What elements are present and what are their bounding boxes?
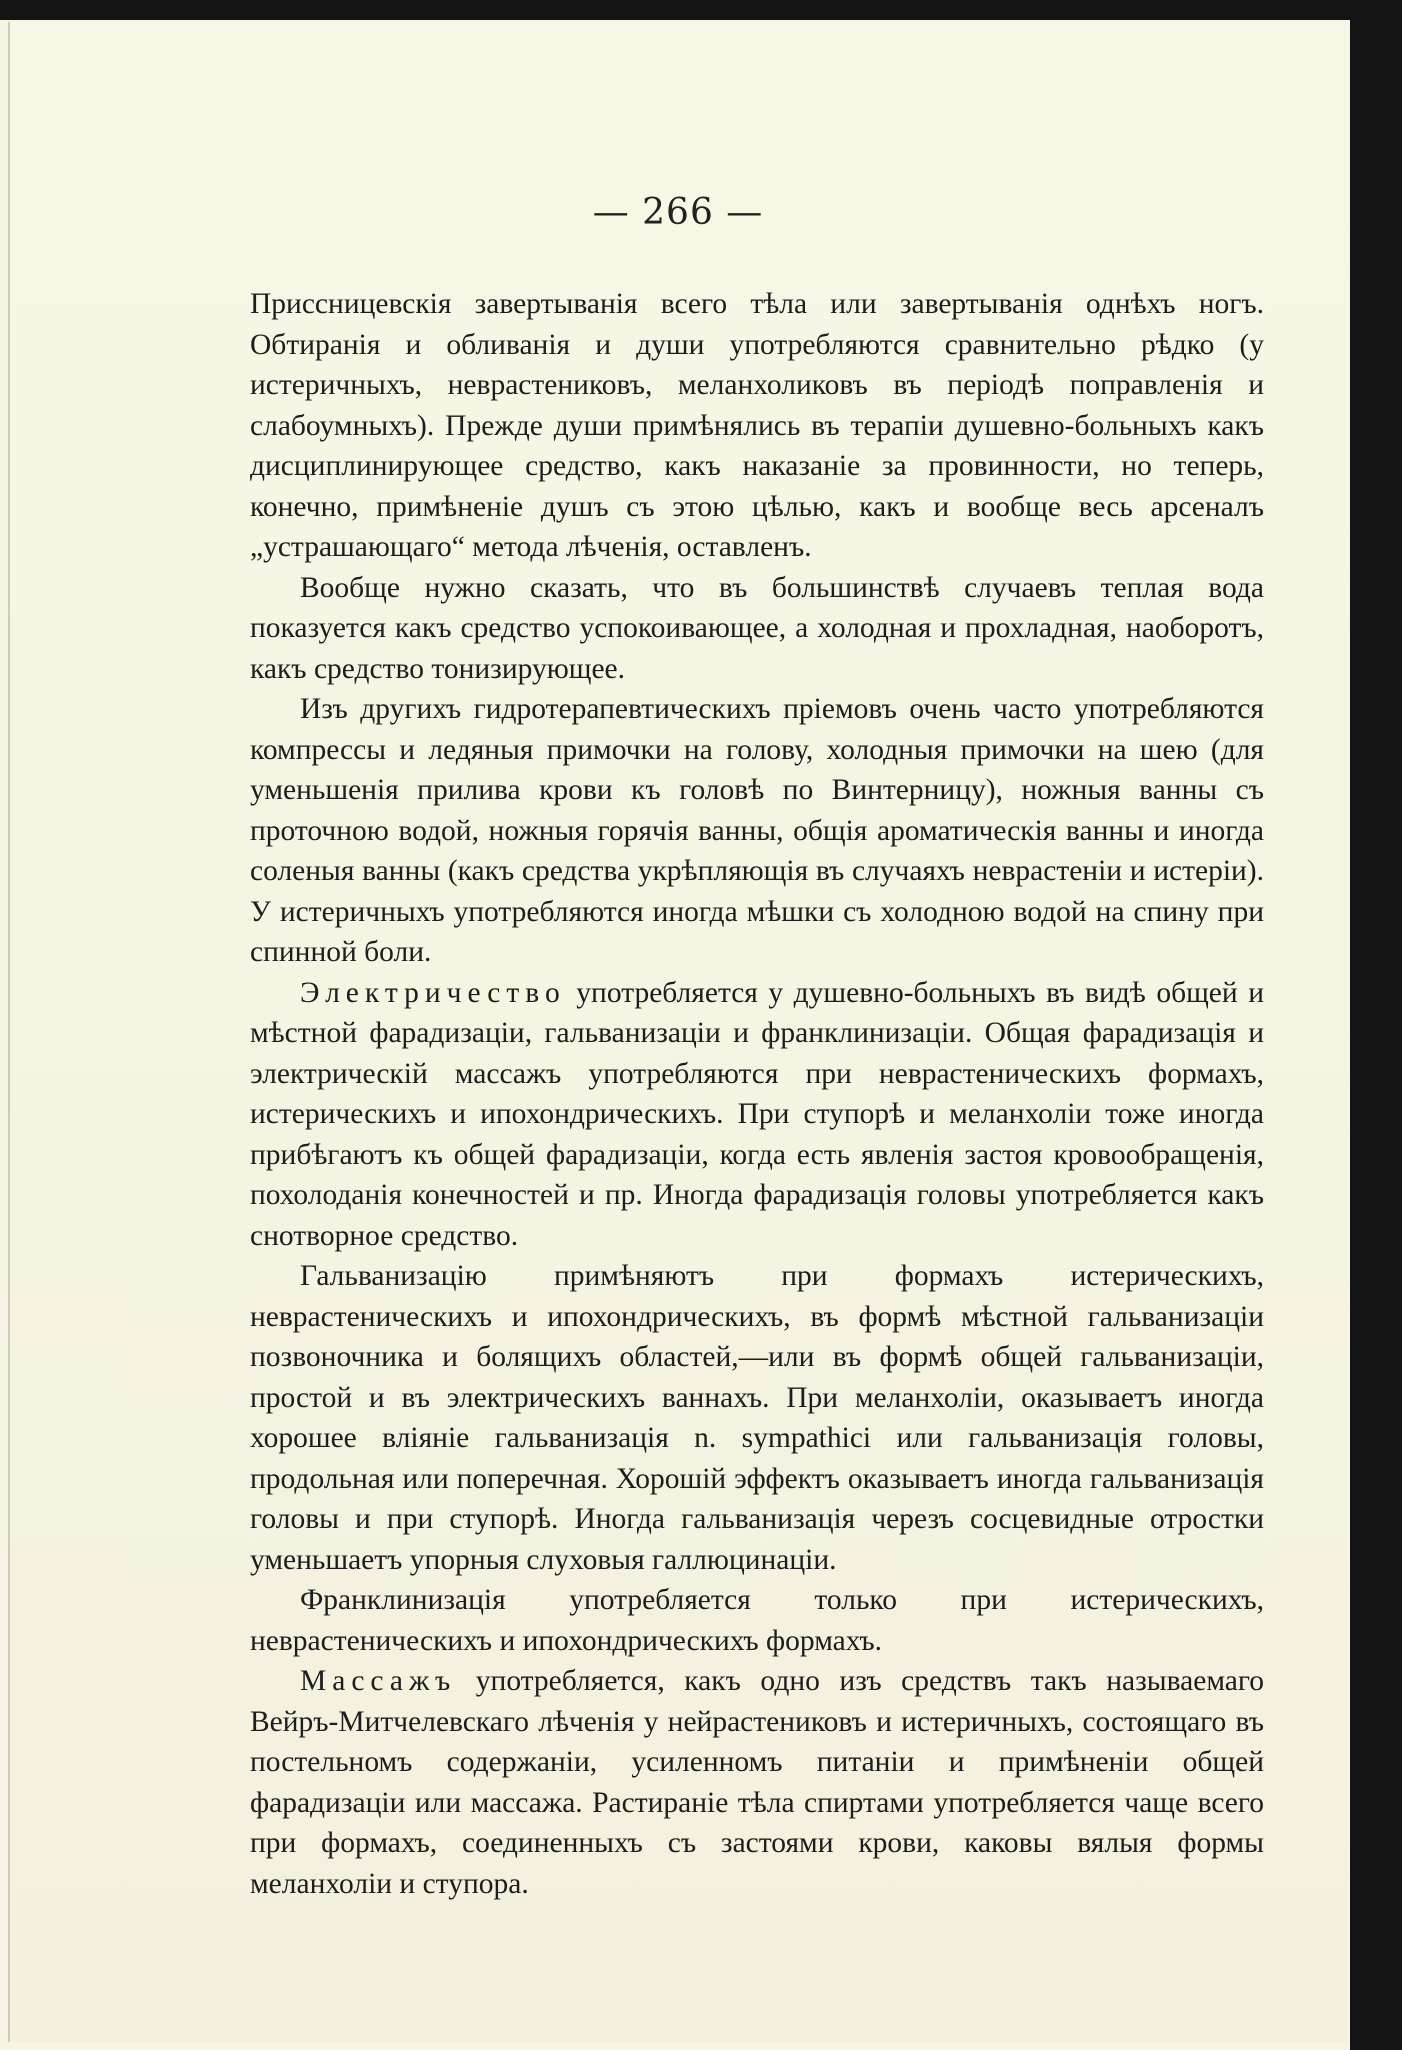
page-number: — 266 — (592, 192, 764, 233)
paragraph-5: Гальванизацію примѣняютъ при формахъ истерическихъ, неврастеническихъ и ипохондрическихъ, въ формѣ мѣстной гальванизаціи позвоночника и болящихъ областей,—или въ формѣ общей гальванизаціи, простой и въ электрическихъ ваннахъ. При меланхоліи, оказываетъ иногда хорошее вліяніе гальванизація n. sympathici или гальванизація головы, продольная или поперечная. Хорошій эффектъ оказываетъ иногда гальванизація головы и при ступорѣ. Иногда гальванизація черезъ сосцевидные отростки уменьшаетъ упорныя слуховыя галлюцинаціи. (250, 1260, 1264, 1576)
paragraph-4-lead-term: Электричество (300, 976, 566, 1009)
scan-border-right (1350, 0, 1402, 2050)
paragraph-2: Вообще нужно сказать, что въ большинствѣ случаевъ теплая вода показуется какъ средство успокоивающее, а холодная и прохладная, наоборотъ, какъ средство тонизирующее. (250, 571, 1264, 685)
paragraph-3: Изъ другихъ гидротерапевтическихъ пріемовъ очень часто употребляются компрессы и ледяныя примочки на голову, холодныя примочки на шею (для уменьшенія прилива крови къ головѣ по Винтерницу), ножныя ванны съ проточною водой, ножныя горячія ванны, общія ароматическія ванны и иногда соленыя ванны (какъ средства укрѣпляющія въ случаяхъ неврастеніи и истеріи). У истеричныхъ употребляются иногда мѣшки съ холодною водой на спину при спинной боли. (250, 693, 1264, 968)
paragraph-6: Франклинизація употребляется только при истерическихъ, неврастеническихъ и ипохондрическихъ формахъ. (250, 1584, 1264, 1657)
paper-sheet (8, 22, 1348, 2042)
paragraph-7-lead-term: Массажъ (300, 1665, 457, 1697)
paragraph-7 (250, 1661, 1264, 1904)
paragraph-4 (250, 973, 1264, 1257)
body-text (250, 284, 1264, 1904)
scan-border-top (0, 0, 1402, 20)
paragraph-4-text: употребляется у душевно-больныхъ въ видѣ общей и мѣстной фарадизаціи, гальванизаціи и франклинизаціи. Общая фарадизація и электрическій массажъ употребляются при неврастеническихъ формахъ, истерическихъ и ипохондрическихъ. При ступорѣ и меланхоліи тоже иногда прибѣгаютъ къ общей фарадизаціи, когда есть явленія застоя кровообращенія, похолоданія конечностей и пр. Иногда фарадизація головы употребляется какъ снотворное средство. (250, 976, 1264, 1252)
paragraph-7-text: употребляется, какъ одно изъ средствъ такъ называемаго Вейръ-Митчелевскаго лѣченія у нейрастениковъ и истеричныхъ, состоящаго въ постельномъ содержаніи, усиленномъ питаніи и примѣненіи общей фарадизаціи или массажа. Растираніе тѣла спиртами употребляется чаще всего при формахъ, соединенныхъ съ застоями крови, каковы вялыя формы меланхоліи и ступора. (250, 1665, 1264, 1900)
paragraph-1: Приссницевскія завертыванія всего тѣла или завертыванія однѣхъ ногъ. Обтиранія и обливанія и души употребляются сравнительно рѣдко (у истеричныхъ, неврастениковъ, меланхоликовъ въ періодѣ поправленія и слабоумныхъ). Прежде души примѣнялись въ терапіи душевно-больныхъ какъ дисциплинирующее средство, какъ наказаніе за провинности, но теперь, конечно, примѣненіе душъ съ этою цѣлью, какъ и вообще весь арсеналъ „устрашающаго“ метода лѣченія, оставленъ. (250, 288, 1264, 563)
